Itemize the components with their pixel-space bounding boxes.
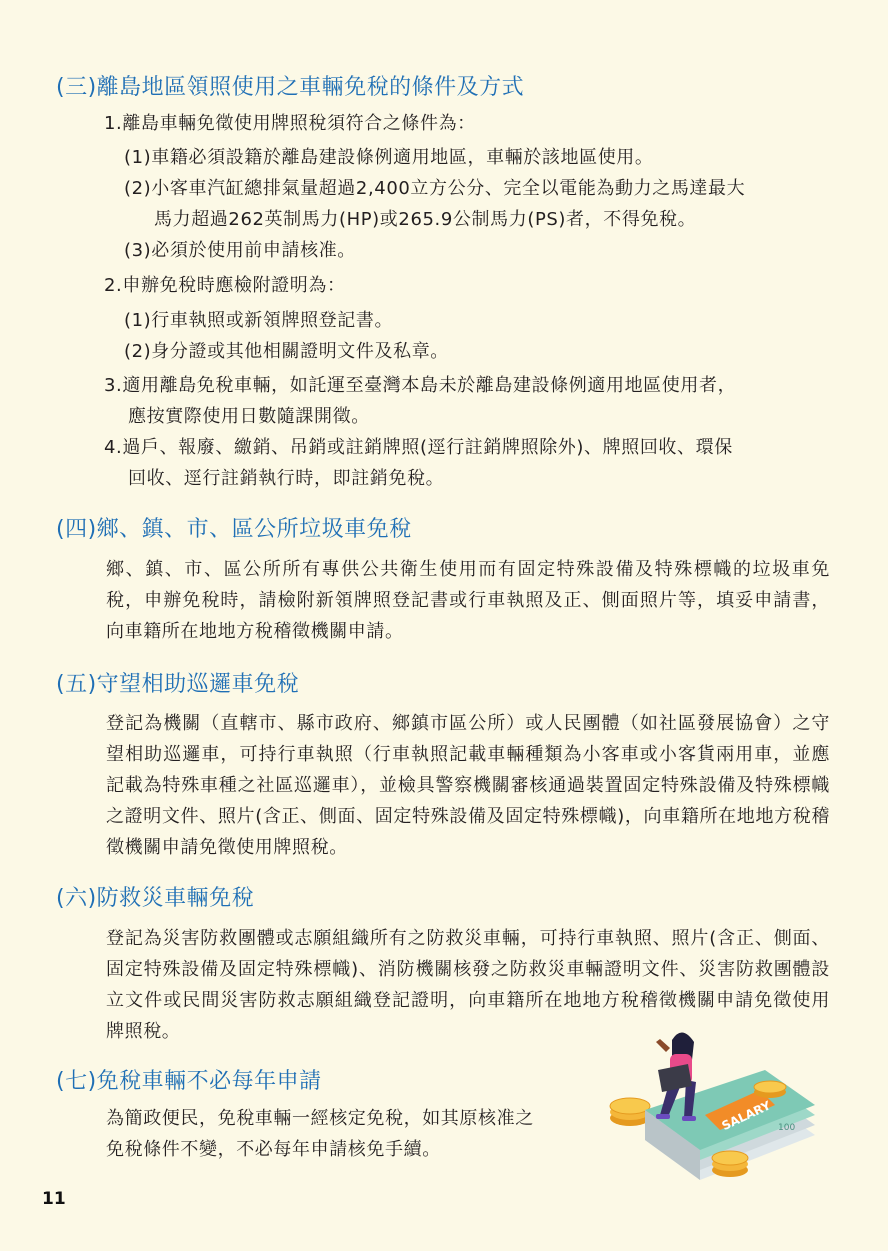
banknote-value-label: 100 (778, 1123, 796, 1133)
section-3-title: (三)離島地區領照使用之車輛免稅的條件及方式 (56, 75, 525, 100)
section-7-line-2: 免稅條件不變，不必每年申請核免手續。 (106, 1139, 441, 1160)
s3-item-1-2-cont: 馬力超過262英制馬力(HP)或265.9公制馬力(PS)者，不得免稅。 (154, 209, 697, 230)
section-7-title: (七)免稅車輛不必每年申請 (56, 1069, 322, 1094)
section-4-body: 鄉、鎮、市、區公所所有專供公共衛生使用而有固定特殊設備及特殊標幟的垃圾車免稅，申辦免稅時，請檢附新領牌照登記書或行車執照及正、側面照片等，填妥申請書，向車籍所在地地方稅稽徵機關申請。 (106, 559, 830, 642)
s3-item-2: 2.申辦免稅時應檢附證明為： (104, 275, 346, 296)
coin-stack-left-icon (610, 1098, 650, 1126)
s3-item-1-3: (3)必須於使用前申請核准。 (124, 240, 356, 261)
page-number: 11 (42, 1189, 66, 1209)
salary-money-illustration (600, 1030, 820, 1190)
s3-item-1-1: (1)車籍必須設籍於離島建設條例適用地區，車輛於該地區使用。 (124, 147, 654, 168)
section-7-line-1: 為簡政便民，免稅車輛一經核定免稅，如其原核准之 (106, 1108, 534, 1129)
s3-item-1-2: (2)小客車汽缸總排氣量超過2,400立方公分、完全以電能為動力之馬達最大 (124, 178, 746, 199)
section-4-title: (四)鄉、鎮、市、區公所垃圾車免稅 (56, 517, 412, 542)
s3-item-2-2: (2)身分證或其他相關證明文件及私章。 (124, 341, 449, 362)
s3-item-3-cont: 應按實際使用日數隨課開徵。 (128, 406, 370, 427)
section-6-title: (六)防救災車輛免稅 (56, 886, 255, 911)
s3-item-3: 3.適用離島免稅車輛，如託運至臺灣本島未於離島建設條例適用地區使用者， (104, 375, 737, 396)
s3-item-4: 4.過戶、報廢、繳銷、吊銷或註銷牌照(逕行註銷牌照除外)、牌照回收、環保 (104, 437, 733, 458)
salary-label: SALARY (719, 1098, 773, 1134)
s3-item-4-cont: 回收、逕行註銷執行時，即註銷免稅。 (128, 468, 445, 489)
section-6-body: 登記為災害防救團體或志願組織所有之防救災車輛，可持行車執照、照片(含正、側面、固定特殊設備及固定特殊標幟)、消防機關核發之防救災車輛證明文件、災害防救團體設立文件或民間災害防救志願組織登記證明，向車籍所在地地方稅稽徵機關申請免徵使用牌照稅。 (106, 928, 830, 1042)
section-5-title: (五)守望相助巡邏車免稅 (56, 672, 300, 697)
s3-item-2-1: (1)行車執照或新領牌照登記書。 (124, 310, 394, 331)
s3-item-1: 1.離島車輛免徵使用牌照稅須符合之條件為： (104, 113, 476, 134)
section-5-body: 登記為機關（直轄市、縣市政府、鄉鎮市區公所）或人民團體（如社區發展協會）之守望相助巡邏車，可持行車執照（行車執照記載車輛種類為小客車或小客貨兩用車，並應記載為特殊車種之社區巡邏車），並檢具警察機關審核通過裝置固定特殊設備及特殊標幟之證明文件、照片(含正、側面、固定特殊設備及固定特殊標幟)，向車籍所在地地方稅稽徵機關申請免徵使用牌照稅。 (106, 713, 830, 858)
